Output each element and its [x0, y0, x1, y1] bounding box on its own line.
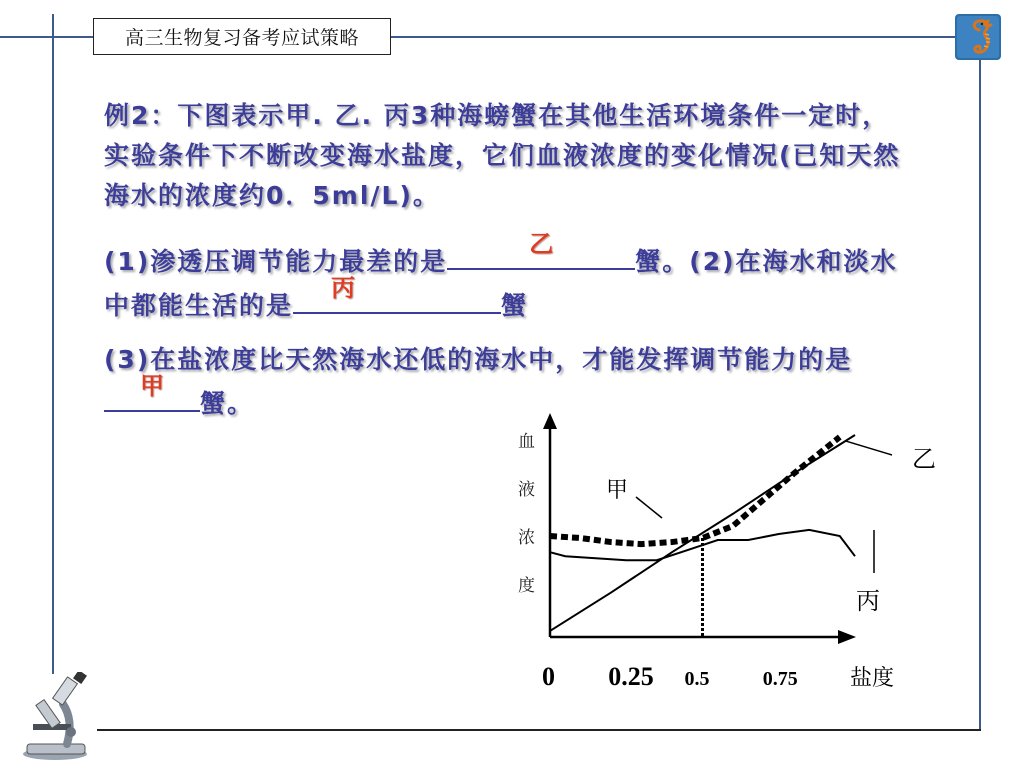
series-label-甲: 甲: [606, 478, 629, 503]
x-tick-label: 0.25: [608, 662, 654, 691]
y-axis-label-char: 血: [518, 432, 535, 452]
y-axis-label-char: 浓: [518, 528, 535, 548]
frame-left-line: [52, 14, 54, 674]
series-line-甲: [550, 437, 840, 544]
chart-series: [550, 435, 855, 637]
microscope-icon: [15, 672, 100, 762]
answer-blank-3: [104, 372, 200, 412]
answer-3: 甲: [140, 372, 164, 400]
header-title: 高三生物复习备考应试策略: [93, 18, 391, 55]
question-part-1-2: (1)渗透压调节能力最差的是 乙 蟹。(2)在海水和淡水中都能生活的是 丙 蟹: [104, 238, 904, 326]
x-tick-label: 0.5: [684, 668, 710, 690]
question-part-3: (3)在盐浓度比天然海水还低的海水中，才能发挥调节能力的是 甲 蟹。: [104, 345, 853, 418]
y-axis-arrow: [543, 413, 557, 429]
seahorse-icon: [955, 14, 1001, 60]
frame-bottom-line: [97, 729, 981, 731]
callout-line-乙: [846, 441, 892, 455]
series-line-乙: [550, 435, 855, 631]
series-label-丙: 丙: [856, 587, 880, 615]
answer-blank-2: [293, 274, 501, 314]
y-axis-label: [518, 432, 535, 596]
series-callouts: [606, 441, 936, 615]
x-tick-labels: [542, 662, 798, 691]
x-axis-arrow: [838, 630, 856, 644]
answer-2: 丙: [331, 274, 356, 302]
series-label-乙: 乙: [912, 445, 936, 473]
callout-line-甲: [636, 497, 662, 518]
x-tick-label: 0.75: [762, 668, 798, 690]
frame-right-line: [979, 36, 981, 731]
x-tick-label: 0: [542, 662, 555, 691]
x-axis-label: 盐度: [850, 666, 895, 691]
y-axis-label-char: 度: [518, 576, 535, 596]
y-axis-label-char: 液: [518, 480, 535, 500]
answer-1: 乙: [529, 230, 554, 258]
answer-blank-1: [447, 230, 635, 270]
salinity-chart: [500, 405, 960, 705]
question-intro: 例2：下图表示甲. 乙. 丙3种海螃蟹在其他生活环境条件一定时，实验条件下不断改变海水盐度，它们血液浓度的变化情况(已知天然海水的浓度约0．5ml/L)。: [104, 101, 901, 210]
